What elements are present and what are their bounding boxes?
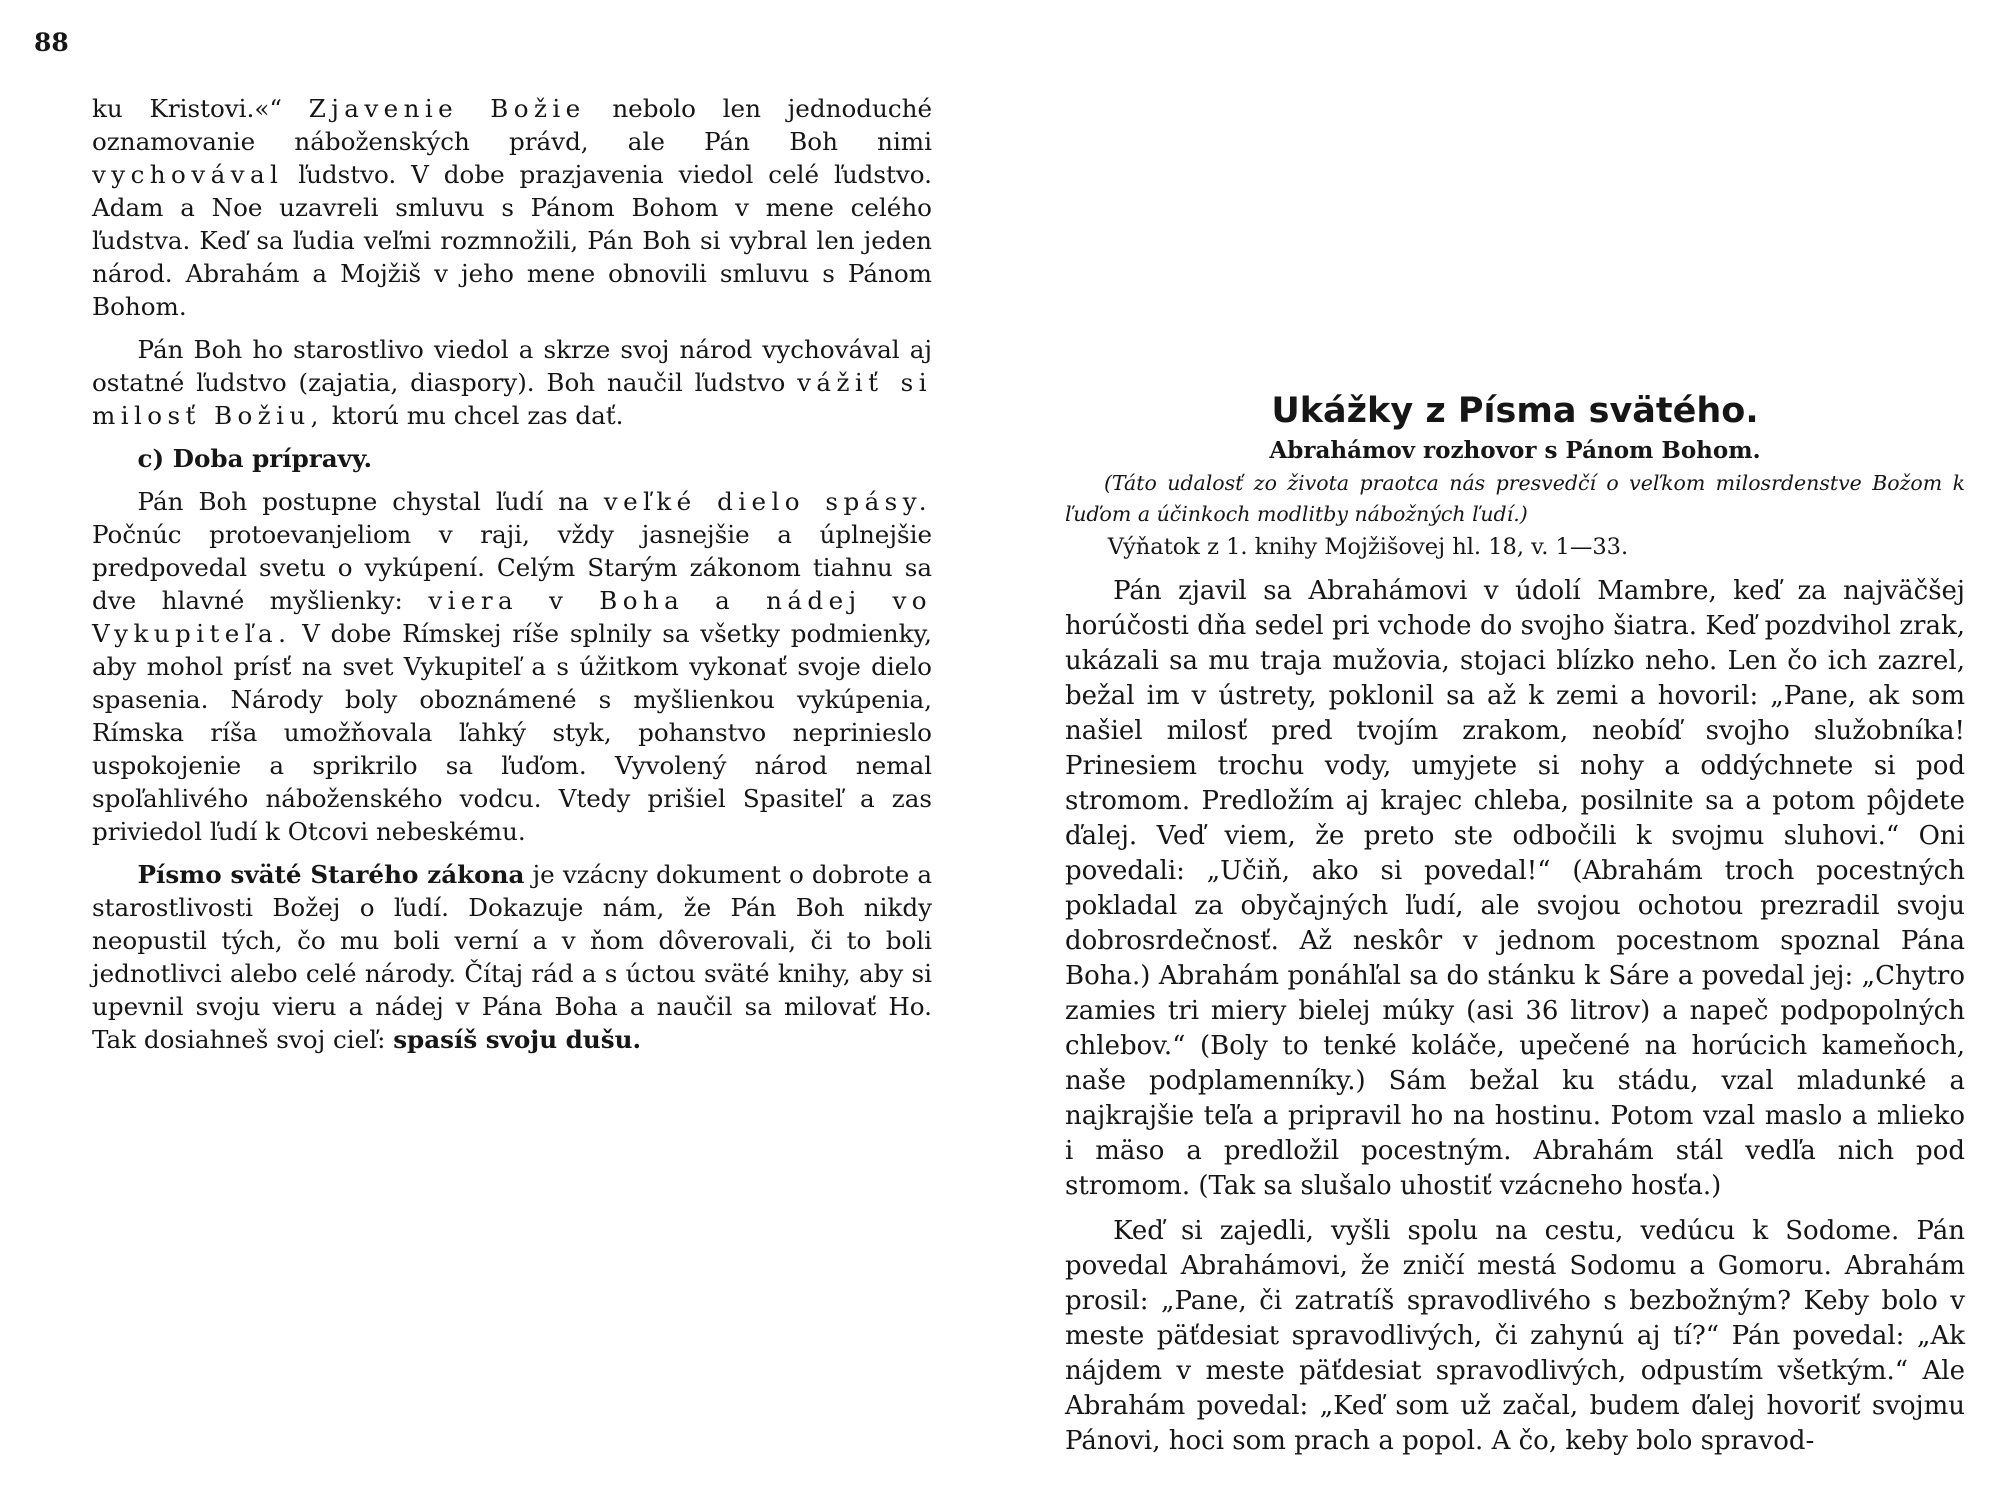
- page-number: 88: [34, 28, 69, 57]
- left-paragraph-4: [92, 858, 932, 1056]
- text-run: ktorú mu chcel zas dať.: [323, 401, 624, 430]
- right-paragraph-2: Keď si zajedli, vyšli spolu na cestu, vedúcu k Sodome. Pán povedal Abrahámovi, že zničí mestá Sodomu a Gomoru. Abrahám prosil: „Pane, či zatratíš spravodlivého s bezbožným? Keby bolo v meste päťdesiat spravodlivých, či zahynú aj tí?“ Pán povedal: „Ak nájdem v meste päťdesiat spravodlivých, odpustím všetkým.“ Ale Abrahám povedal: „Keď som už začal, budem ďalej hovoriť svojmu Pánovi, hoci som prach a popol. A čo, keby bolo spravod-: [1065, 1216, 1965, 1456]
- spaced-emphasis: vážiť si milosť Božiu,: [92, 368, 932, 430]
- right-paragraph-1: Pán zjavil sa Abrahámovi v údolí Mambre, keď za najväčšej horúčosti dňa sedel pri vchode do svojho šiatra. Keď pozdvihol zrak, ukázali sa mu traja mužovia, stojaci blízko neho. Len čo ich zazrel, bežal im v ústrety, poklonil sa až k zemi a hovoril: „Pane, ak som našiel milosť pred tvojím zrakom, neobíď svojho služobníka! Prinesiem trochu vody, umyjete si nohy a oddýchnete si pod stromom. Predložím aj krajec chleba, posilnite sa a potom pôjdete ďalej. Veď viem, že preto ste odbočili k svojmu sluhovi.“ Oni povedali: „Učiň, ako si povedal!“ (Abrahám troch pocestných pokladal za obyčajných ľudí, ale svojou ochotou prezradil svoju dobrosrdečnosť. Až neskôr v jednom pocestnom spoznal Pána Boha.) Abrahám ponáhľal sa do stánku k Sáre a povedal jej: „Chytro zamies tri miery bielej múky (asi 36 litrov) a napeč podpopolných chlebov.“ (Boly to tenké koláče, upečené na horúcich kameňoch, naše podplamenníky.) Sám bežal ku stádu, vzal mladunké a najkrajšie teľa a pripravil ho na hostinu. Potom vzal maslo a mlieko i mäso a predložil pocestným. Abrahám stál vedľa nich pod stromom. (Tak sa slušalo uhostiť vzácneho hosťa.): [1065, 576, 1965, 1201]
- text-run: ľudstvo. V dobe prazjavenia viedol celé ľudstvo. Adam a Noe uzavreli smluvu s Pánom Bohom v mene celého ľudstva. Keď sa ľudia veľmi rozmnožili, Pán Boh si vybral len jeden národ. Abrahám a Mojžiš v jeho mene obnovili smluvu s Pánom Bohom.: [92, 160, 932, 321]
- left-paragraph-2: [92, 333, 932, 432]
- left-column: [92, 92, 932, 1056]
- spaced-emphasis: Zjavenie Božie: [308, 94, 586, 123]
- section-title: Ukážky z Písma svätého.: [1271, 391, 1759, 431]
- source-reference: Výňatok z 1. knihy Mojžišovej hl. 18, v. 1—33.: [1107, 534, 1629, 560]
- bold-emphasis: Písmo sväté Starého zákona: [137, 860, 525, 889]
- right-column: [1065, 388, 1965, 1459]
- text-run: nebolo len jednoduché oznamovanie náboženských právd, ale Pán Boh nimi: [92, 94, 933, 156]
- section-heading-c: c) Doba prípravy.: [137, 444, 373, 473]
- spaced-emphasis: vychovával: [92, 160, 284, 189]
- spaced-emphasis: viera v Boha a nádej vo Vykupiteľa.: [92, 586, 932, 648]
- text-run: Pán Boh postupne chystal ľudí na: [137, 487, 604, 516]
- text-run: Pán Boh ho starostlivo viedol a skrze svoj národ vychovával aj ostatné ľudstvo (zajatia, diaspory). Boh naučil ľudstvo: [92, 335, 932, 397]
- text-run: je vzácny dokument o dobrote a starostlivosti Božej o ľudí. Dokazuje nám, že Pán Boh nikdy neopustil tých, čo mu boli verní a v ňom dôverovali, či to boli jednotlivci alebo celé národy. Čítaj rád a s úctou sväté knihy, aby si upevnil svoju vieru a nádej v Pána Boha a naučil sa milovať Ho. Tak dosiahneš svoj cieľ:: [92, 860, 933, 1054]
- text-run: ku Kristovi.«“: [92, 94, 309, 123]
- left-paragraph-1: [92, 92, 932, 323]
- text-run: V dobe Rímskej ríše splnily sa všetky podmienky, aby mohol prísť na svet Vykupiteľ a s úžitkom vykonať svoje dielo spasenia. Národy boly oboznámené s myšlienkou vykúpenia, Rímska ríša umožňovala ľahký styk, pohanstvo neprinieslo uspokojenie a sprikrilo sa ľuďom. Vyvolený národ nemal spoľahlivého náboženského vodcu. Vtedy prišiel Spasiteľ a zas priviedol ľudí k Otcovi nebeskému.: [92, 619, 932, 846]
- story-subtitle: Abrahámov rozhovor s Pánom Bohom.: [1269, 437, 1761, 464]
- left-paragraph-3: [92, 485, 932, 848]
- text-run: Počnúc protoevanjeliom v raji, vždy jasnejšie a úplnejšie predpovedal svetu o vykúpení. Celým Starým zákonom tiahnu sa dve hlavné myšlienky:: [92, 520, 932, 615]
- italic-note: (Táto udalosť zo života praotca nás presvedčí o veľkom milosrdenstve Božom k ľuďom a účinkoch modlitby nábožných ľudí.): [1065, 471, 1965, 526]
- spaced-emphasis: veľké dielo spásy.: [603, 487, 932, 516]
- bold-emphasis: spasíš svoju dušu.: [393, 1025, 642, 1054]
